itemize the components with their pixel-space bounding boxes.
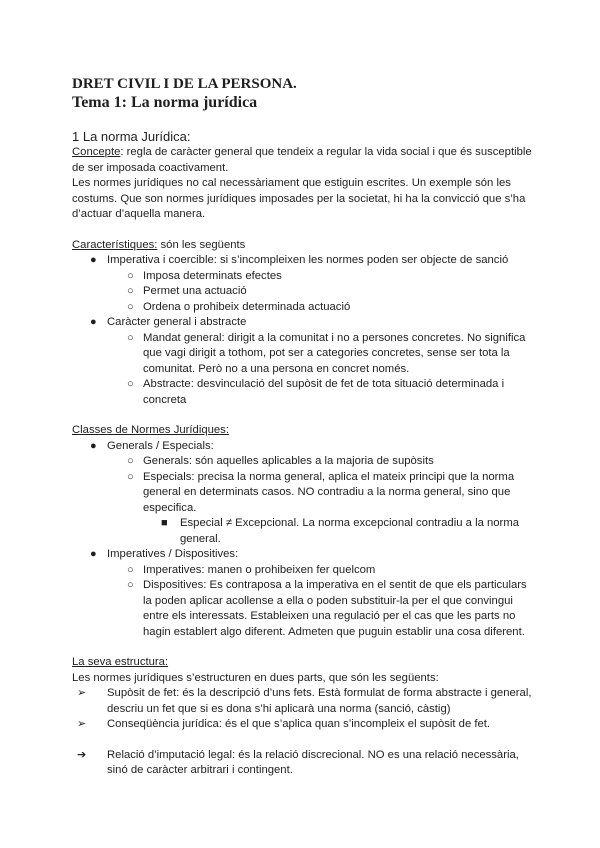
norms-paragraph: Les normes jurídiques no cal necessàriament que estiguin escrites. Un exemple són les costums. Que son normes jurídiques imposades per la societat, hi ha la convicció que s’ha d’actuar d’aquella manera. xyxy=(72,177,526,220)
classes-list xyxy=(72,439,532,641)
circle-bullet-icon: ○ xyxy=(127,455,134,467)
list-item: ○ Ordena o prohibeix determinada actuació xyxy=(72,300,532,316)
concept-paragraph xyxy=(72,145,532,176)
circle-bullet-icon: ○ xyxy=(127,331,134,344)
list-item: ○ Abstracte: desvinculació del supòsit de fet de tota situació determinada i concreta xyxy=(127,378,505,406)
list-item: ○ Permet una actuació xyxy=(72,284,532,300)
document-page xyxy=(72,76,532,779)
circle-bullet-icon: ○ xyxy=(127,579,134,591)
characteristics-intro: són les següents xyxy=(157,238,246,251)
classes-heading: Classes de Normes Jurídiques: xyxy=(72,424,229,436)
circle-bullet-icon: ○ xyxy=(127,269,134,282)
list-item: ○ Generals: són aquelles aplicables a la majoria de supòsits xyxy=(72,454,532,470)
list-item: ○ Imposa determinats efectes xyxy=(72,269,532,285)
structure-list xyxy=(72,686,532,733)
circle-bullet-icon: ○ xyxy=(127,470,134,483)
characteristics-heading xyxy=(72,238,532,254)
characteristics-list xyxy=(72,253,532,408)
concept-label: Concepte xyxy=(72,146,121,158)
concept-text: : regla de caràcter general que tendeix a regular la vida social i que és susceptible de ser imposada coactivament. xyxy=(72,146,532,174)
list-item: ● Generals / Especials: xyxy=(72,439,532,455)
topic-title: Tema 1: La norma jurídica xyxy=(72,94,258,111)
list-item: ○ Mandat general: dirigit a la comunitat i no a persones concretes. No significa que vagi dirigit a tothom, pot ser a categories concretes, sense ser tota la comunitat. Però no a una persona en concret només. xyxy=(127,331,526,375)
list-item: ○ Dispositives: Es contraposa a la imperativa en el sentit de que els particulars la poden aplicar acollense a ella o poden substituir-la per el que convingui entre els interessats. Estableixen una regulació per el cas que les parts no hagin establert algo diferent. Admeten que puguin establir una cosa diferent. xyxy=(127,579,527,638)
bullet-icon: ● xyxy=(90,439,97,452)
circle-bullet-icon: ○ xyxy=(127,300,134,313)
list-item: ○ Especials: precisa la norma general, aplica el mateix principi que la norma general en determinats casos. NO contradiu a la norma general, sino que especifica. xyxy=(127,470,515,514)
bullet-icon: ● xyxy=(90,548,97,560)
list-item: ➢ Conseqüència jurídica: és el que s’aplica quan s’incompleix el supòsit de fet. xyxy=(72,717,532,733)
circle-bullet-icon: ○ xyxy=(127,285,134,297)
arrow-icon: ➔ xyxy=(77,748,87,761)
bullet-icon: ● xyxy=(90,254,97,266)
square-bullet-icon: ■ xyxy=(161,517,168,529)
bullet-icon: ● xyxy=(90,316,97,328)
section-heading: 1 La norma Jurídica: xyxy=(72,129,191,144)
list-item: ○ Imperatives: manen o prohibeixen fer quelcom xyxy=(72,563,532,579)
structure-intro: Les normes jurídiques s’estructuren en dues parts, que són les següents: xyxy=(72,671,439,684)
note-list xyxy=(72,748,532,779)
arrowhead-icon: ➢ xyxy=(77,687,87,699)
list-item: ■ Especial ≠ Excepcional. La norma excepcional contradiu a la norma general. xyxy=(161,517,520,545)
list-item: ● Imperatives / Dispositives: xyxy=(72,547,532,563)
circle-bullet-icon: ○ xyxy=(127,378,134,390)
list-item: ➔ Relació d’imputació legal: és la relació discrecional. NO es una relació necessària, sinó de caràcter arbitrari i contingent. xyxy=(77,748,519,776)
list-item: ● Imperativa i coercible: si s’incompleixen les normes poden ser objecte de sanció xyxy=(72,253,532,269)
characteristics-label: Característiques: xyxy=(72,238,158,251)
list-item: ● Caràcter general i abstracte xyxy=(72,315,532,331)
list-item: ➢ Supòsit de fet: és la descripció d’uns fets. Està formulat de forma abstracte i general, descriu un fet que si es dona s’hi aplicarà una norma (sanció, càstig) xyxy=(77,687,532,715)
circle-bullet-icon: ○ xyxy=(127,563,134,576)
arrowhead-icon: ➢ xyxy=(77,718,87,730)
document-title: DRET CIVIL I DE LA PERSONA. xyxy=(72,76,297,92)
structure-heading: La seva estructura: xyxy=(72,656,169,668)
